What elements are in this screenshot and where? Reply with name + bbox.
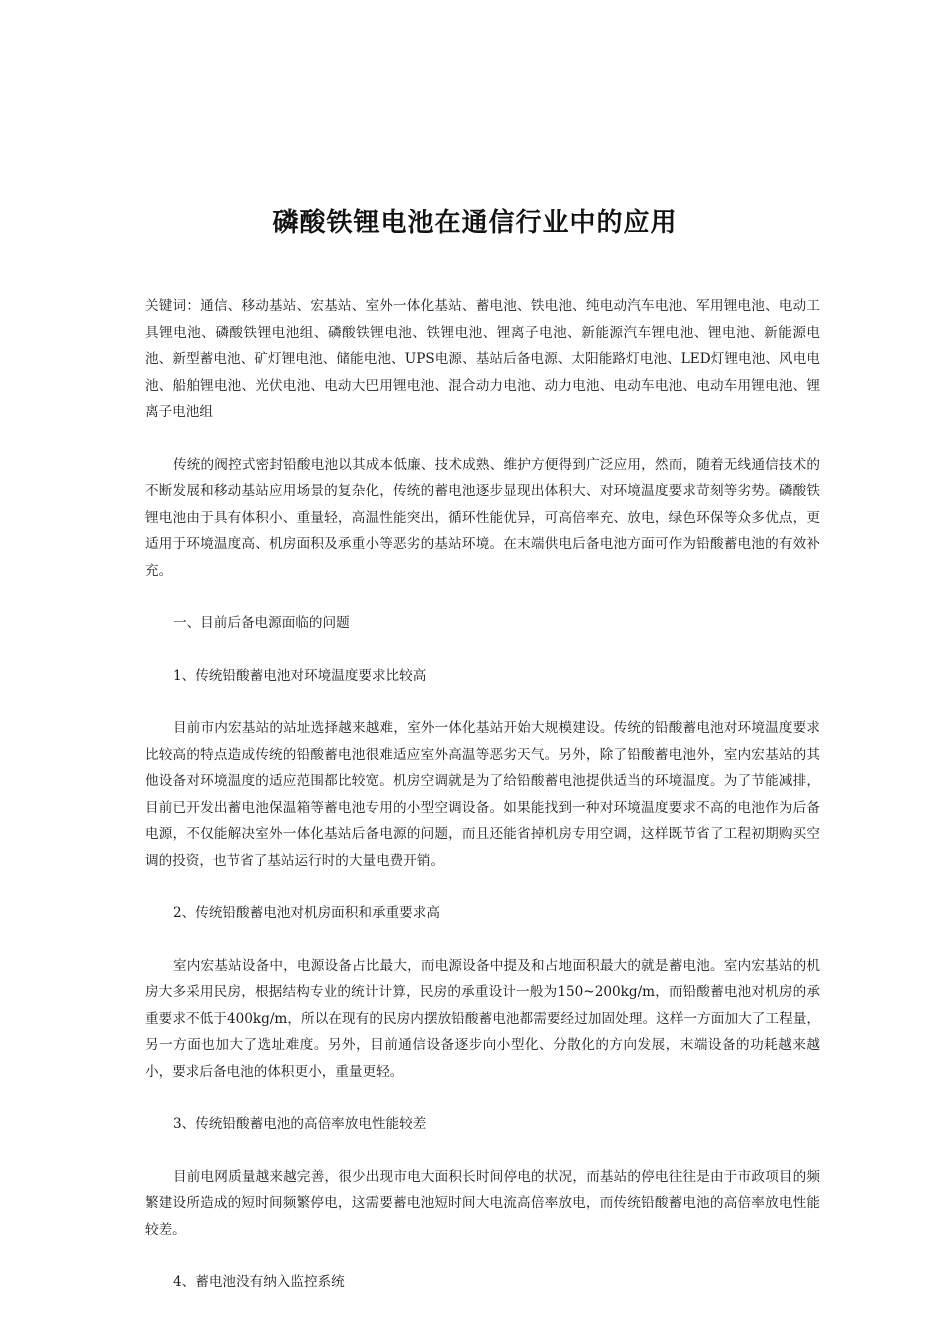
document-body	[145, 293, 820, 1322]
subsection-heading: 1、传统铅酸蓄电池对环境温度要求比较高	[173, 667, 427, 684]
document-title: 磷酸铁锂电池在通信行业中的应用	[272, 208, 678, 238]
body-paragraph: 目前电网质量越来越完善，很少出现市电大面积长时间停电的状况，而基站的停电往往是由于市政项目的频繁建设所造成的短时间频繁停电，这需要蓄电池短时间大电流高倍率放电，而传统铅酸蓄电池的高倍率放电性能较差。	[145, 1168, 820, 1238]
intro-paragraph: 传统的阀控式密封铅酸电池以其成本低廉、技术成熟、维护方便得到广泛应用，然而，随着无线通信技术的不断发展和移动基站应用场景的复杂化，传统的蓄电池逐步显现出体积大、对环境温度要求苛刻等劣势。磷酸铁锂电池由于具有体积小、重量轻，高温性能突出，循环性能优异，可高倍率充、放电，绿色环保等众多优点，更适用于环境温度高、机房面积及承重小等恶劣的基站环境。在末端供电后备电池方面可作为铅酸蓄电池的有效补充。	[145, 456, 820, 579]
subsection-heading: 3、传统铅酸蓄电池的高倍率放电性能较差	[173, 1116, 427, 1132]
subsection-heading: 2、传统铅酸蓄电池对机房面积和承重要求高	[173, 905, 440, 921]
section-heading: 一、目前后备电源面临的问题	[173, 615, 350, 631]
body-paragraph: 目前市内宏基站的站址选择越来越难，室外一体化基站开始大规模建设。传统的铅酸蓄电池对环境温度要求比较高的特点造成传统的铅酸蓄电池很难适应室外高温等恶劣天气。另外，除了铅酸蓄电池外，室内宏基站的其他设备对环境温度的适应范围都比较宽。机房空调就是为了给铅酸蓄电池提供适当的环境温度。为了节能减排，目前已开发出蓄电池保温箱等蓄电池专用的小型空调设备。如果能找到一种对环境温度要求不高的电池作为后备电源，不仅能解决室外一体化基站后备电源的问题，而且还能省掉机房专用空调，这样既节省了工程初期购买空调的投资，也节省了基站运行时的大量电费开销。	[145, 720, 820, 869]
body-paragraph: 室内宏基站设备中，电源设备占比最大，而电源设备中提及和占地面积最大的就是蓄电池。室内宏基站的机房大多采用民房，根据结构专业的统计计算，民房的承重设计一般为150~200kg/m，而铅酸蓄电池对机房的承重要求不低于400kg/m，所以在现有的民房内摆放铅酸蓄电池都需要经过加固处理。这样一方面加大了工程量，另一方面也加大了选址难度。另外，目前通信设备逐步向小型化、分散化的方向发展，末端设备的功耗越来越小，要求后备电池的体积更小，重量更轻。	[145, 957, 820, 1080]
keywords-paragraph: 关键词：通信、移动基站、宏基站、室外一体化基站、蓄电池、铁电池、纯电动汽车电池、军用锂电池、电动工具锂电池、磷酸铁锂电池组、磷酸铁锂电池、铁锂电池、锂离子电池、新能源汽车锂电池、锂电池、新能源电池、新型蓄电池、矿灯锂电池、储能电池、UPS电源、基站后备电源、太阳能路灯电池、LED灯锂电池、风电电池、船舶锂电池、光伏电池、电动大巴用锂电池、混合动力电池、动力电池、电动车电池、电动车用锂电池、锂离子电池组	[145, 298, 820, 420]
subsection-heading: 4、蓄电池没有纳入监控系统	[173, 1274, 345, 1290]
